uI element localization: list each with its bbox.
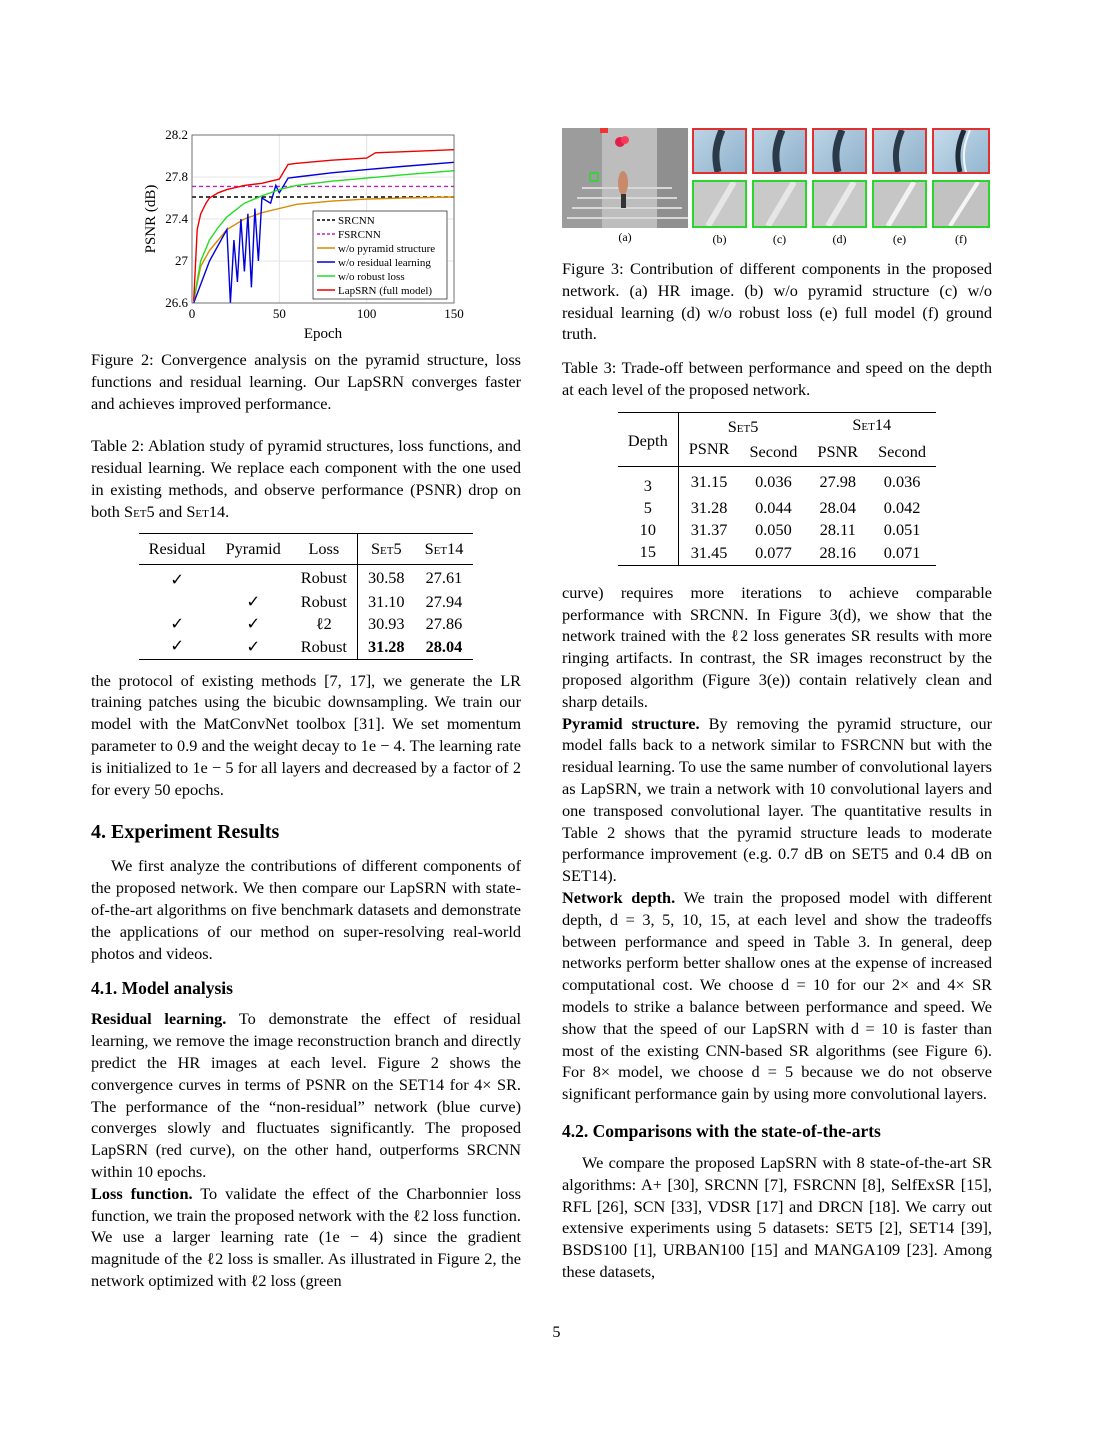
fig3-label-b: (b) [712, 232, 727, 246]
left-column [91, 125, 521, 1292]
table-row: 5 31.28 0.044 28.04 0.042 [643, 497, 921, 517]
col-set5: Set5 [357, 533, 414, 564]
y-tick-label: 27.4 [165, 211, 188, 226]
crop-c-bottom [752, 180, 807, 228]
section-4-1-title: 4.1. Model analysis [91, 978, 233, 999]
table-2-caption: Table 2: Ablation study of pyramid structures, loss functions, and residual learning. We replace each component with the one used in existing methods, and observe performance (PSNR) drop on both Set5 and Set14. [91, 436, 521, 521]
legend-entry: w/o robust loss [338, 271, 405, 283]
crop-b-bottom [692, 180, 747, 228]
table-3 [618, 412, 936, 566]
y-tick-label: 28.2 [165, 127, 188, 142]
network-depth-paragraph: Network depth. We train the proposed model with different depth, d = 3, 5, 10, 15, at each level and show the tradeoffs between performance and speed in Table 3. In general, deep networks perform better shallow ones at the expense of increased computational cost. We choose d = 10 for our 2× and 4× SR models to strike a balance between performance and speed. We show that the speed of our LapSRN with d = 10 is faster than most of the existing CNN-based SR algorithms (see Figure 6). For 8× model, we choose d = 5 because we do not observe significant performance gain by using more convolutional layers. [562, 887, 992, 1104]
x-tick-label: 50 [272, 306, 286, 321]
right-column [562, 128, 992, 1283]
section-4-paragraph: We first analyze the contributions of different components of the proposed network. We then compare our LapSRN with state-of-the-art algorithms on five benchmark datasets and demonstrate the applications of our method on super-resolving real-world photos and videos. [91, 856, 521, 963]
y-axis-label: PSNR (dB) [143, 184, 159, 254]
crop-e-bottom [872, 180, 927, 228]
x-tick-label: 150 [444, 306, 464, 321]
x-tick-label: 0 [188, 306, 196, 321]
col-set14: Set14 [852, 415, 892, 435]
table-row: 3 31.15 0.036 27.98 0.036 [618, 466, 936, 497]
loss-function-paragraph: Loss function. To validate the effect of the Charbonnier loss function, we train the proposed network with the ℓ2 loss function. We use a larger learning rate (1e − 4) since the gradient magnitude of the ℓ2 loss is smaller. As illustrated in Figure 2, the network optimized with ℓ2 loss (green [91, 1183, 521, 1290]
hr-image [562, 128, 688, 228]
crop-b-top [692, 128, 747, 174]
legend-entry: SRCNN [338, 215, 375, 227]
crop-f-top [932, 128, 990, 174]
table-row: ✓ Robust 31.10 27.94 [246, 591, 463, 611]
table-row: 15 31.45 0.077 28.16 0.071 [618, 541, 936, 566]
body-paragraph: the protocol of existing methods [7, 17], we generate the LR training patches using the bicubic downsampling. We train our model with the MatConvNet toolbox [31]. We set momentum parameter to 0.9 and the weight decay to 1e − 4. The learning rate is initialized to 1e − 5 for all layers and decreased by a factor of 2 for every 50 epochs. [91, 670, 521, 799]
legend-entry: LapSRN (full model) [338, 285, 433, 297]
section-4-title: 4. Experiment Results [91, 821, 280, 844]
x-axis-label: Epoch [303, 326, 343, 342]
figure-2-caption: Figure 2: Convergence analysis on the pyramid structure, loss functions and residual learning. Our LapSRN converges faster and achieves improved performance. [91, 350, 521, 413]
table-2 [139, 533, 474, 660]
section-4-2-paragraph: We compare the proposed LapSRN with 8 state-of-the-art SR algorithms: A+ [30], SRCNN [7], FSRCNN [8], SelfExSR [15], RFL [26], SCN [33], VDSR [17] and DRCN [18]. We carry out extensive experiments using 5 datasets: SET5 [2], SET14 [39], BSDS100 [1], URBAN100 [15] and MANGA109 [23]. Among these datasets, [562, 1152, 992, 1281]
pyramid-structure-paragraph: Pyramid structure. By removing the pyramid structure, our model falls back to a network similar to FSRCNN but with the residual learning. To use the same number of convolutional layers as LapSRN, we train a network with 10 convolutional layers and one transposed convolutional layer. The quantitative results in Table 2 shows that the pyramid structure leads to moderate performance improvement (e.g. 0.7 dB on SET5 and 0.4 dB on SET14). [562, 713, 993, 886]
crop-e-top [872, 128, 927, 174]
col-set5: Set5 [678, 412, 807, 438]
col-pyramid: Pyramid [225, 538, 281, 558]
fig3-label-c: (c) [772, 232, 787, 246]
y-tick-label: 26.6 [165, 295, 188, 310]
figure-3 [562, 128, 992, 248]
x-tick-label: 100 [356, 306, 377, 321]
figure-2 [91, 125, 521, 347]
y-tick-label: 27 [175, 253, 188, 268]
staircase-illustration [562, 128, 688, 228]
fig3-label-f: (f) [955, 232, 967, 246]
col-residual: Residual [148, 538, 206, 558]
convergence-chart [91, 125, 521, 347]
crop-d-bottom [812, 180, 867, 228]
fig3-label-d: (d) [832, 232, 847, 246]
body-paragraph: curve) requires more iterations to achieve comparable performance with SRCNN. In Figure 3(d), we show that the network trained with the ℓ2 loss generates SR results with more ringing artifacts. In contrast, the SR images reconstruct by the proposed algorithm (Figure 3(e)) contain relatively clean and sharp details. [562, 582, 992, 711]
col-set14: Set14 [424, 538, 464, 558]
table-row: 10 31.37 0.050 28.11 0.051 [639, 519, 921, 539]
col-psnr-14: PSNR [817, 441, 859, 461]
crop-d-top [812, 128, 867, 174]
table-3-caption: Table 3: Trade-off between performance and speed on the depth at each level of the proposed network. [562, 358, 992, 399]
crop-c-top [752, 128, 807, 174]
fig3-label-a: (a) [618, 230, 632, 244]
fig3-label-e: (e) [892, 232, 907, 246]
figure-3-caption: Figure 3: Contribution of different components in the proposed network. (a) HR image. (b) w/o pyramid structure (c) w/o residual learning (d) w/o robust loss (e) full model (f) ground truth. [562, 259, 992, 344]
table-row: ✓ ✓ Robust 31.28 28.04 [139, 635, 474, 660]
residual-learning-paragraph: Residual learning. To demonstrate the effect of residual learning, we remove the image reconstruction branch and directly predict the HR images at each level. Figure 2 shows the convergence curves in terms of PSNR on the SET14 for 4× SR. The performance of the “non-residual” network (blue curve) converges slowly and fluctuates significantly. The proposed LapSRN (red curve), on the other hand, outperforms SRCNN within 10 epochs. [91, 1009, 521, 1181]
col-psnr-5: PSNR [678, 438, 739, 467]
table-row: ✓ Robust 30.58 27.61 [139, 564, 474, 591]
page-number: 5 [552, 1322, 561, 1341]
col-second-14: Second [878, 441, 927, 461]
section-4-2-title: 4.2. Comparisons with the state-of-the-arts [562, 1120, 881, 1141]
col-second-5: Second [749, 441, 798, 461]
col-depth: Depth [618, 412, 678, 466]
legend-entry: w/o pyramid structure [338, 243, 436, 255]
col-loss: Loss [308, 538, 340, 558]
crop-f-bottom [932, 180, 990, 228]
table-row: ✓ ✓ ℓ2 30.93 27.86 [170, 613, 463, 633]
legend-entry: w/o residual learning [338, 257, 431, 269]
legend-entry: FSRCNN [338, 229, 381, 241]
y-tick-label: 27.8 [165, 169, 188, 184]
